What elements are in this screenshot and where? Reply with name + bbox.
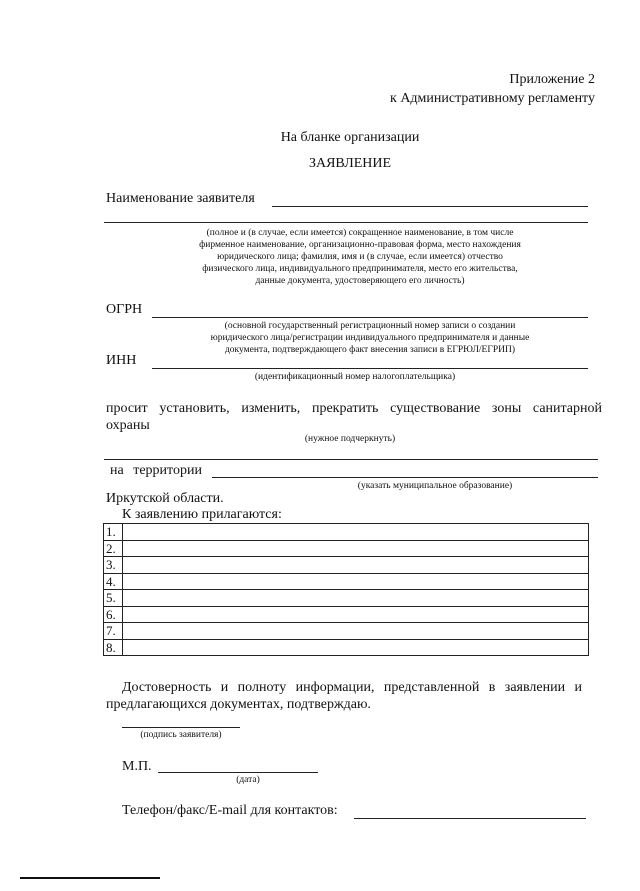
table-row: [104, 623, 589, 640]
row-number: 4.: [104, 573, 123, 590]
table-row: [104, 606, 589, 623]
territory-hint: (указать муниципальное образование): [357, 481, 513, 491]
request-blank-line[interactable]: [104, 459, 598, 460]
letterhead-note: На бланке организации: [280, 130, 420, 145]
row-number: 1.: [104, 524, 123, 541]
ogrn-hint-line: документа, подтверждающего факт внесения записи в ЕГРЮЛ/ЕГРИП): [224, 345, 516, 355]
applicant-hint-line: юридического лица; фамилия, имя и (в случае, если имеется) отчество: [217, 252, 503, 262]
attachment-field[interactable]: [123, 524, 589, 541]
table-row: [104, 639, 589, 656]
attachment-field[interactable]: [123, 639, 589, 656]
contacts-label: Телефон/факс/E-mail для контактов:: [122, 803, 338, 818]
table-row: [104, 573, 589, 590]
applicant-name-field-2[interactable]: [104, 222, 588, 223]
date-field[interactable]: [158, 772, 318, 773]
row-number: 8.: [104, 639, 123, 656]
attachment-field[interactable]: [123, 623, 589, 640]
contacts-field[interactable]: [354, 818, 586, 819]
request-text-line1: просит установить, изменить, прекратить существование зоны санитарной: [106, 401, 602, 416]
applicant-hint-line: данные документа, удостоверяющего его личность): [255, 276, 465, 286]
attachment-field[interactable]: [123, 573, 589, 590]
table-row: [104, 524, 589, 541]
attachment-field[interactable]: [123, 540, 589, 557]
applicant-name-field[interactable]: [272, 206, 588, 207]
signature-hint: (подпись заявителя): [140, 730, 222, 740]
attachment-field[interactable]: [123, 557, 589, 574]
confirmation-line1: Достоверность и полноту информации, представленной в заявлении и: [122, 680, 582, 695]
applicant-hint-line: физического лица, индивидуального предпринимателя, место его жительства,: [202, 264, 518, 274]
request-text-line2: охраны: [106, 418, 150, 433]
row-number: 5.: [104, 590, 123, 607]
attachments-table: [103, 523, 589, 656]
document-title: ЗАЯВЛЕНИЕ: [308, 156, 392, 171]
applicant-hint-line: фирменное наименование, организационно-правовая форма, место нахождения: [199, 240, 521, 250]
table-row: [104, 557, 589, 574]
ogrn-field[interactable]: [152, 317, 588, 318]
inn-field[interactable]: [152, 368, 588, 369]
appendix-number: Приложение 2: [509, 72, 595, 87]
row-number: 6.: [104, 606, 123, 623]
inn-label: ИНН: [106, 353, 137, 368]
footnote-separator: [20, 877, 160, 879]
table-row: [104, 590, 589, 607]
confirmation-line2: предлагающихся документах, подтверждаю.: [106, 697, 371, 712]
territory-label: на территории: [110, 463, 202, 478]
ogrn-hint: [160, 320, 580, 356]
territory-field[interactable]: [212, 477, 598, 478]
stamp-label: М.П.: [122, 759, 152, 774]
request-hint: (нужное подчеркнуть): [304, 434, 396, 444]
inn-hint: (идентификационный номер налогоплательщика): [254, 372, 456, 382]
applicant-label: Наименование заявителя: [106, 191, 255, 206]
region-text: Иркутской области.: [106, 491, 224, 506]
signature-field[interactable]: [122, 727, 240, 728]
row-number: 2.: [104, 540, 123, 557]
ogrn-label: ОГРН: [106, 302, 143, 317]
date-hint: (дата): [236, 775, 260, 785]
attachment-field[interactable]: [123, 606, 589, 623]
attachments-label: К заявлению прилагаются:: [122, 507, 282, 522]
ogrn-hint-line: (основной государственный регистрационный номер записи о создании: [224, 321, 516, 331]
attachment-field[interactable]: [123, 590, 589, 607]
regulation-reference: к Административному регламенту: [390, 91, 595, 106]
row-number: 7.: [104, 623, 123, 640]
table-row: [104, 540, 589, 557]
applicant-hint: [150, 227, 570, 287]
applicant-hint-line: (полное и (в случае, если имеется) сокращенное наименование, в том числе: [206, 228, 514, 238]
row-number: 3.: [104, 557, 123, 574]
ogrn-hint-line: юридического лица/регистрации индивидуального предпринимателя и данные: [210, 333, 530, 343]
